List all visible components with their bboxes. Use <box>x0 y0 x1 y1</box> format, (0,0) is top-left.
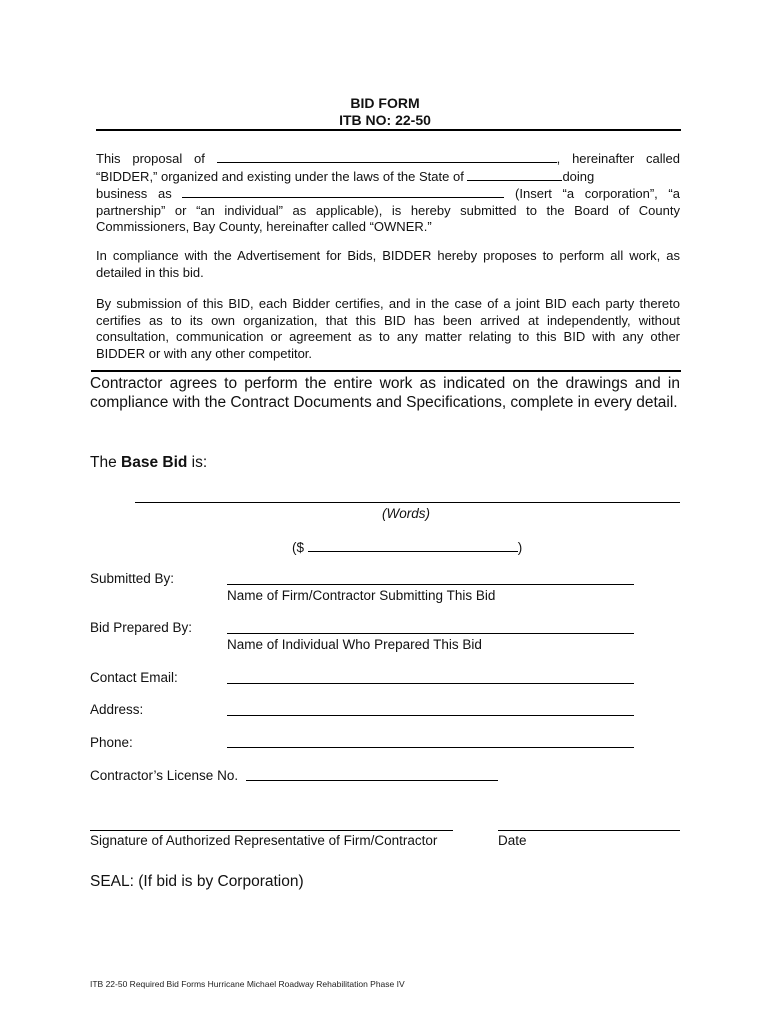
base-bid-words-field[interactable] <box>135 502 680 503</box>
intro-text: (Insert “a corporation”, “a <box>515 186 680 201</box>
intro-text: doing <box>562 168 595 184</box>
prepared-by-field[interactable] <box>227 633 634 634</box>
base-bid-prefix: The <box>90 454 122 471</box>
header-rule <box>96 129 681 131</box>
submitted-by-caption: Name of Firm/Contractor Submitting This Bid <box>227 588 496 603</box>
contact-email-label: Contact Email: <box>90 670 178 685</box>
form-title: BID FORM <box>350 95 420 111</box>
address-label: Address: <box>90 702 144 717</box>
address-field[interactable] <box>227 715 634 716</box>
intro-line-2 <box>96 168 680 186</box>
intro-line-5: Commissioners, Bay County, hereinafter called “OWNER.” <box>96 219 432 234</box>
dollar-close: ) <box>517 540 523 555</box>
intro-line-4: partnership” or “an individual” as applicable), is hereby submitted to the Board of County <box>96 202 680 218</box>
license-field[interactable] <box>246 780 498 781</box>
intro-line-1 <box>96 150 680 168</box>
base-bid-suffix: is: <box>187 454 208 471</box>
intro-text: business as <box>96 186 172 201</box>
business-as-field[interactable] <box>182 185 504 198</box>
intro-text: This proposal of <box>96 151 205 166</box>
proposer-name-field[interactable] <box>217 150 557 163</box>
words-caption: (Words) <box>382 506 430 521</box>
phone-field[interactable] <box>227 747 634 748</box>
itb-number: ITB NO: 22-50 <box>339 112 431 128</box>
section-rule <box>91 370 681 372</box>
intro-text: “BIDDER,” organized and existing under the laws of the State of <box>96 168 464 184</box>
intro-paragraph <box>96 150 680 236</box>
page-footer: ITB 22-50 Required Bid Forms Hurricane Michael Roadway Rehabilitation Phase IV <box>90 979 405 989</box>
intro-line-3 <box>96 185 680 203</box>
submitted-by-field[interactable] <box>227 584 634 585</box>
submitted-by-label: Submitted By: <box>90 571 175 586</box>
dollar-amount-row <box>292 539 522 555</box>
date-field[interactable] <box>498 830 680 831</box>
certification-paragraph: By submission of this BID, each Bidder certifies, and in the case of a joint BID each party thereto certifies as to its own organization, that this BID has been arrived at independently, without consultation, communication or agreement as to any matter relating to this BID with any other BIDDER or with any other competitor. <box>96 296 680 361</box>
dollar-open: ($ <box>292 540 305 555</box>
prepared-by-label: Bid Prepared By: <box>90 620 193 635</box>
state-field[interactable] <box>467 168 562 181</box>
signature-field[interactable] <box>90 830 453 831</box>
compliance-paragraph: In compliance with the Advertisement for Bids, BIDDER hereby proposes to perform all work, as detailed in this bid. <box>96 248 680 280</box>
license-label: Contractor’s License No. <box>90 768 239 783</box>
base-bid-heading <box>90 454 207 472</box>
contact-email-field[interactable] <box>227 683 634 684</box>
seal-label: SEAL: (If bid is by Corporation) <box>90 873 304 890</box>
agreement-paragraph: Contractor agrees to perform the entire work as indicated on the drawings and in compliance with the Contract Documents and Specifications, complete in every detail. <box>90 375 680 411</box>
base-bid-amount-field[interactable] <box>308 539 518 552</box>
intro-text: , <box>556 151 561 166</box>
date-caption: Date <box>498 833 527 848</box>
intro-text: hereinafter called <box>572 151 680 166</box>
signature-caption: Signature of Authorized Representative of Firm/Contractor <box>90 833 438 848</box>
base-bid-label: Base Bid <box>121 454 188 471</box>
phone-label: Phone: <box>90 735 133 750</box>
prepared-by-caption: Name of Individual Who Prepared This Bid <box>227 637 482 652</box>
